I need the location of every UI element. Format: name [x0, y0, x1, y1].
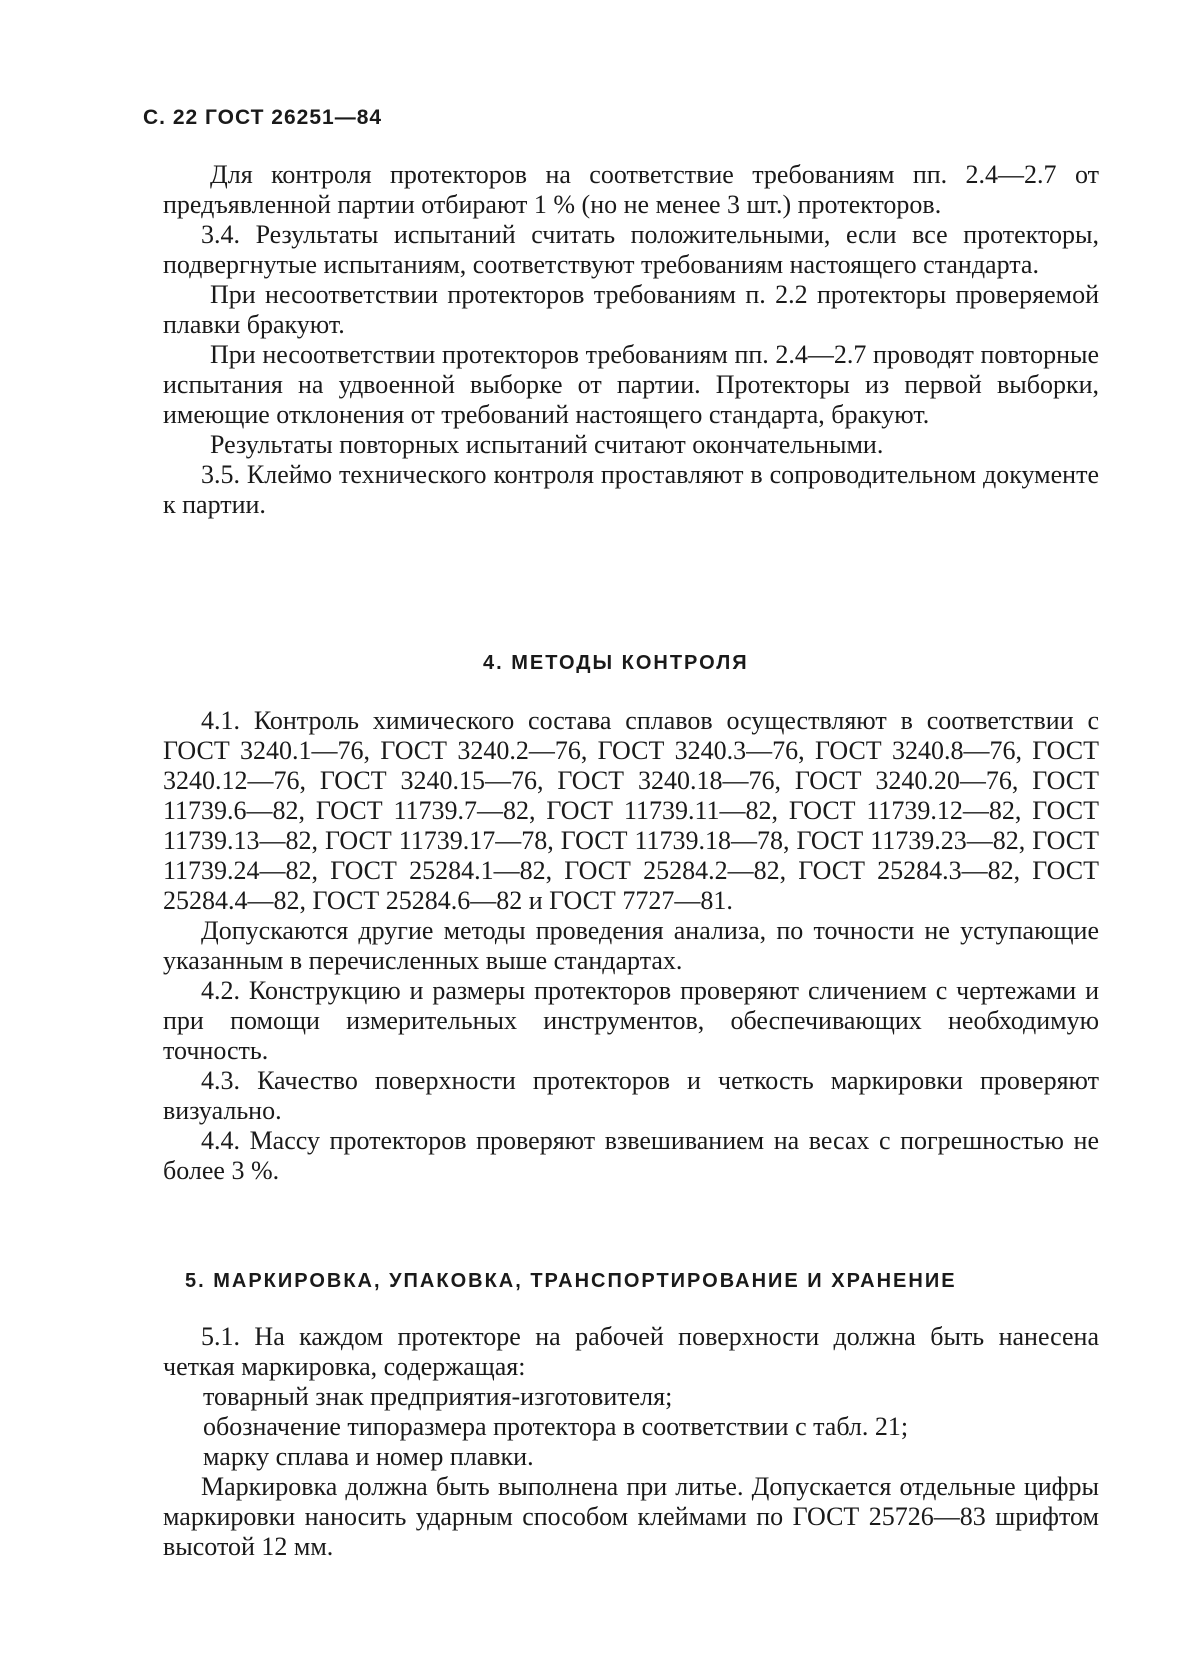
paragraph: Результаты повторных испытаний считают окончательными. — [210, 430, 884, 459]
paragraph: Маркировка должна быть выполнена при литье. Допускается отдельные цифры маркировки наносить ударным способом клеймами по ГОСТ 25726—83 шрифтом высотой 12 мм. — [163, 1472, 1099, 1561]
paragraph: При несоответствии протекторов требованиям пп. 2.4—2.7 проводят повторные испытания на удвоенной выборке от партии. Протекторы из первой выборки, имеющие отклонения от требований настоящего стандарта, бракуют. — [163, 340, 1099, 429]
paragraph: При несоответствии протекторов требованиям п. 2.2 протекторы проверяемой плавки бракуют. — [163, 280, 1099, 339]
text-block-acceptance — [163, 160, 1099, 520]
page-header: С. 22 ГОСТ 26251—84 — [143, 106, 383, 129]
paragraph: 3.5. Клеймо технического контроля проставляют в сопроводительном документе к партии. — [163, 460, 1099, 519]
text-block-marking — [163, 1322, 1099, 1562]
paragraph: 4.1. Контроль химического состава сплавов осуществляют в соответствии с ГОСТ 3240.1—76, ГОСТ 3240.2—76, ГОСТ 3240.3—76, ГОСТ 3240.8—76, ГОСТ 3240.12—76, ГОСТ 3240.15—76, ГОСТ 3240.18—76, ГОСТ 3240.20—76, ГОСТ 11739.6—82, ГОСТ 11739.7—82, ГОСТ 11739.11—82, ГОСТ 11739.12—82, ГОСТ 11739.13—82, ГОСТ 11739.17—78, ГОСТ 11739.18—78, ГОСТ 11739.23—82, ГОСТ 11739.24—82, ГОСТ 25284.1—82, ГОСТ 25284.2—82, ГОСТ 25284.3—82, ГОСТ 25284.4—82, ГОСТ 25284.6—82 и ГОСТ 7727—81. — [163, 706, 1099, 915]
paragraph: 4.4. Массу протекторов проверяют взвешиванием на весах с погрешностью не более 3 %. — [163, 1126, 1099, 1185]
text-block-control-methods — [163, 706, 1099, 1186]
section-heading-5: 5. МАРКИРОВКА, УПАКОВКА, ТРАНСПОРТИРОВАНИЕ И ХРАНЕНИЕ — [185, 1270, 957, 1292]
section-heading-4: 4. МЕТОДЫ КОНТРОЛЯ — [483, 652, 749, 674]
list-item: марку сплава и номер плавки. — [203, 1442, 534, 1471]
paragraph: 4.2. Конструкцию и размеры протекторов проверяют сличением с чертежами и при помощи измерительных инструментов, обеспечивающих необходимую точность. — [163, 976, 1099, 1065]
paragraph: 3.4. Результаты испытаний считать положительными, если все протекторы, подвергнутые испытаниям, соответствуют требованиям настоящего стандарта. — [163, 220, 1099, 279]
paragraph: Для контроля протекторов на соответствие требованиям пп. 2.4—2.7 от предъявленной партии отбирают 1 % (но не менее 3 шт.) протекторов. — [163, 160, 1099, 219]
paragraph: 5.1. На каждом протекторе на рабочей поверхности должна быть нанесена четкая маркировка, содержащая: — [163, 1322, 1099, 1381]
paragraph: 4.3. Качество поверхности протекторов и четкость маркировки проверяют визуально. — [163, 1066, 1099, 1125]
paragraph: Допускаются другие методы проведения анализа, по точности не уступающие указанным в перечисленных выше стандартах. — [163, 916, 1099, 975]
list-item: обозначение типоразмера протектора в соответствии с табл. 21; — [203, 1412, 909, 1441]
list-item: товарный знак предприятия-изготовителя; — [203, 1382, 673, 1411]
